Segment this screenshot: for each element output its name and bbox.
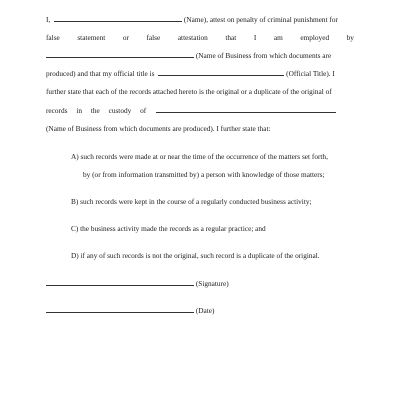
attestation-line-7: (Name of Business from which documents are produced). I further state that: (46, 124, 271, 133)
word: attestation (177, 33, 208, 42)
employer-suffix: (Name of Business from which documents are (195, 51, 332, 60)
word: false (46, 33, 60, 42)
title-suffix: (Official Title). I (286, 69, 335, 78)
attestation-line-3 (46, 51, 354, 60)
word: the (90, 106, 100, 115)
employer-blank (46, 51, 194, 58)
word: that (225, 33, 237, 42)
title-blank (158, 69, 284, 76)
signature-label: (Signature) (195, 279, 229, 288)
attestation-line-4 (46, 69, 354, 78)
name-blank (54, 15, 182, 22)
word: am (273, 33, 283, 42)
clause-b: B) such records were kept in the course of a regularly conducted business activity; (71, 197, 312, 206)
word: I (253, 33, 257, 42)
custodian-blank (156, 106, 336, 113)
date-label: (Date) (195, 306, 215, 315)
attestation-document (46, 0, 354, 400)
attestation-line-2 (46, 33, 354, 42)
attestation-line-5: further state that each of the records attached hereto is the original or a duplicate of the original of (46, 87, 332, 96)
word: by (346, 33, 354, 42)
attestation-line-1 (46, 15, 354, 24)
word: of (140, 106, 147, 115)
clause-d: D) if any of such records is not the original, such record is a duplicate of the original. (71, 251, 320, 260)
title-prefix: produced) and that my official title is (46, 69, 155, 78)
date-line (46, 306, 354, 315)
name-prefix: I, (46, 15, 51, 24)
word: in (76, 106, 82, 115)
signature-blank (46, 279, 194, 286)
signature-line (46, 279, 354, 288)
word: false (146, 33, 161, 42)
word: records (46, 106, 68, 115)
word: or (122, 33, 129, 42)
date-blank (46, 306, 194, 313)
word: custody (108, 106, 132, 115)
clause-c: C) the business activity made the records as a regular practice; and (71, 224, 266, 233)
clause-a-line-2: by (or from information transmitted by) a person with knowledge of those matters; (83, 170, 325, 179)
name-suffix: (Name), attest on penalty of criminal punishment for (183, 15, 338, 24)
word: employed (300, 33, 330, 42)
attestation-line-6 (46, 106, 354, 115)
clause-a-line-1: A) such records were made at or near the time of the occurrence of the matters set forth, (71, 152, 328, 161)
word: statement (77, 33, 106, 42)
